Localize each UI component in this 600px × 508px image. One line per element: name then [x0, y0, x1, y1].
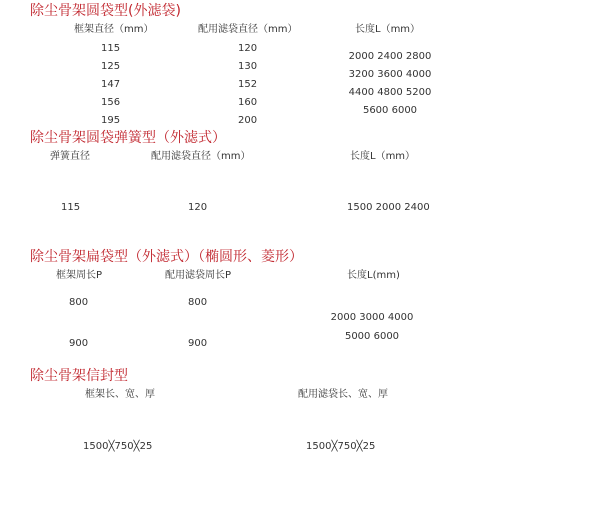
header-length: 长度L（mm）	[350, 151, 416, 162]
bag-diameter-value: 200	[238, 115, 258, 126]
section-title-envelope: 除尘骨架信封型	[30, 368, 128, 384]
bag-diameter-value: 120	[188, 202, 208, 213]
header-frame-diameter: 框架直径（mm）	[74, 24, 154, 35]
frame-perimeter-value: 900	[69, 338, 89, 349]
length-value: 3200 3600 4000	[348, 69, 432, 80]
header-frame-dimensions: 框架长、宽、厚	[85, 389, 155, 400]
header-bag-dimensions: 配用滤袋长、宽、厚	[298, 389, 388, 400]
header-spring-diameter: 弹簧直径	[50, 151, 90, 162]
bag-diameter-value: 120	[238, 43, 258, 54]
length-value: 2000 2400 2800	[348, 51, 432, 62]
frame-diameter-value: 115	[101, 43, 121, 54]
bag-diameter-value: 152	[238, 79, 258, 90]
frame-diameter-value: 147	[101, 79, 121, 90]
spring-diameter-value: 115	[61, 202, 81, 213]
bag-perimeter-value: 900	[188, 338, 208, 349]
frame-dimensions-value: 1500╳750╳25	[83, 441, 153, 452]
header-bag-diameter: 配用滤袋直径（mm）	[151, 151, 251, 162]
header-length: 长度L（mm）	[355, 24, 421, 35]
length-value: 5000 6000	[344, 331, 400, 342]
header-bag-perimeter: 配用滤袋周长P	[165, 270, 232, 281]
header-bag-diameter: 配用滤袋直径（mm）	[198, 24, 298, 35]
header-frame-perimeter: 框架周长P	[56, 270, 103, 281]
length-value: 4400 4800 5200	[348, 87, 432, 98]
length-value: 5600 6000	[362, 105, 418, 116]
bag-dimensions-value: 1500╳750╳25	[306, 441, 376, 452]
header-length: 长度L(mm)	[347, 270, 400, 281]
bag-perimeter-value: 800	[188, 297, 208, 308]
frame-perimeter-value: 800	[69, 297, 89, 308]
frame-diameter-value: 156	[101, 97, 121, 108]
bag-diameter-value: 160	[238, 97, 258, 108]
section-title-flat-bag: 除尘骨架扁袋型（外滤式）（椭圆形、菱形）	[30, 249, 303, 265]
section-title-round-bag: 除尘骨架圆袋型(外滤袋)	[30, 3, 181, 19]
length-value: 1500 2000 2400	[347, 202, 430, 213]
length-value: 2000 3000 4000	[330, 312, 414, 323]
frame-diameter-value: 125	[101, 61, 121, 72]
bag-diameter-value: 130	[238, 61, 258, 72]
section-title-spring-bag: 除尘骨架圆袋弹簧型（外滤式）	[30, 130, 226, 146]
frame-diameter-value: 195	[101, 115, 121, 126]
